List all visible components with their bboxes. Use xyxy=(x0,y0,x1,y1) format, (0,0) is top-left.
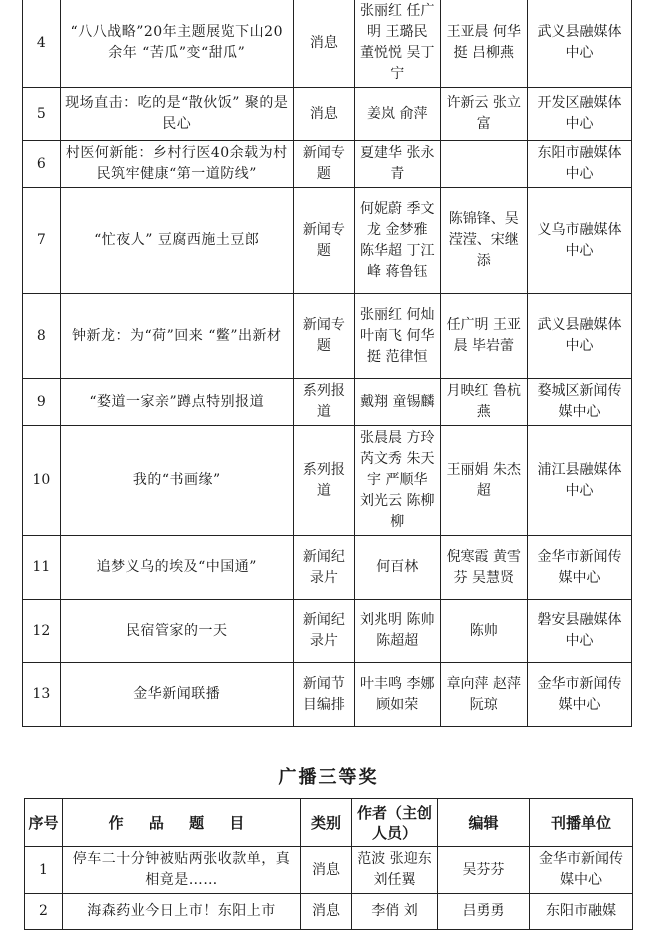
radio-third-prize-table xyxy=(24,798,633,930)
header-unit: 刊播单位 xyxy=(530,799,633,847)
row-number: 8 xyxy=(23,294,61,379)
table-row xyxy=(25,894,633,930)
publishing-unit: 浦江县融媒体中心 xyxy=(528,426,632,536)
row-number: 9 xyxy=(23,379,61,426)
header-editors: 编辑 xyxy=(438,799,530,847)
authors: 张丽红 任广明 王璐民 董悦悦 吴丁宁 xyxy=(354,0,440,88)
row-number: 2 xyxy=(25,894,63,930)
authors: 张丽红 何灿 叶南飞 何华挺 范律恒 xyxy=(354,294,440,379)
row-number: 10 xyxy=(23,426,61,536)
category: 消息 xyxy=(301,894,352,930)
editors: 王亚晨 何华挺 吕柳燕 xyxy=(440,0,528,88)
editors: 月映红 鲁杭燕 xyxy=(440,379,528,426)
publishing-unit: 金华市新闻传媒中心 xyxy=(528,663,632,727)
table-row xyxy=(23,379,632,426)
work-title: “八八战略”20年主题展览下山20余年 “苦瓜”变“甜瓜” xyxy=(60,0,293,88)
category: 系列报道 xyxy=(293,379,354,426)
row-number: 7 xyxy=(23,188,61,294)
category: 消息 xyxy=(301,847,352,894)
category: 消息 xyxy=(293,0,354,88)
table-row xyxy=(23,536,632,600)
work-title: 停车二十分钟被贴两张收款单，真相竟是…… xyxy=(63,847,301,894)
category: 新闻专题 xyxy=(293,141,354,188)
authors: 何妮蔚 季文龙 金梦雅 陈华超 丁江峰 蒋鲁钰 xyxy=(354,188,440,294)
authors: 范波 张迎东 刘任翼 xyxy=(352,847,438,894)
category: 新闻专题 xyxy=(293,294,354,379)
publishing-unit: 东阳市融媒 xyxy=(530,894,633,930)
authors: 刘兆明 陈帅 陈超超 xyxy=(354,600,440,663)
table-row xyxy=(23,0,632,88)
authors: 李俏 刘 xyxy=(352,894,438,930)
work-title: 村医何新能：乡村行医40余载为村民筑牢健康“第一道防线” xyxy=(60,141,293,188)
editors: 倪寒霞 黄雪芬 吴慧贤 xyxy=(440,536,528,600)
row-number: 6 xyxy=(23,141,61,188)
awards-table-continued xyxy=(22,0,632,727)
table-row xyxy=(23,141,632,188)
editors xyxy=(440,141,528,188)
header-number: 序号 xyxy=(25,799,63,847)
row-number: 12 xyxy=(23,600,61,663)
editors: 吕勇勇 xyxy=(438,894,530,930)
category: 新闻节目编排 xyxy=(293,663,354,727)
editors: 吴芬芬 xyxy=(438,847,530,894)
editors: 任广明 王亚晨 毕岩蕾 xyxy=(440,294,528,379)
publishing-unit: 金华市新闻传媒中心 xyxy=(530,847,633,894)
category: 消息 xyxy=(293,88,354,141)
category: 系列报道 xyxy=(293,426,354,536)
work-title: 钟新龙：为“荷”回来 “鳖”出新材 xyxy=(60,294,293,379)
work-title: 民宿管家的一天 xyxy=(60,600,293,663)
header-title: 作 品 题 目 xyxy=(63,799,301,847)
publishing-unit: 婺城区新闻传媒中心 xyxy=(528,379,632,426)
row-number: 13 xyxy=(23,663,61,727)
section-title: 广播三等奖 xyxy=(278,767,379,788)
publishing-unit: 开发区融媒体中心 xyxy=(528,88,632,141)
table-row xyxy=(23,600,632,663)
authors: 姜岚 俞萍 xyxy=(354,88,440,141)
publishing-unit: 义乌市融媒体中心 xyxy=(528,188,632,294)
editors: 章向萍 赵萍 阮琼 xyxy=(440,663,528,727)
publishing-unit: 东阳市融媒体中心 xyxy=(528,141,632,188)
work-title: 海森药业今日上市！东阳上市 xyxy=(63,894,301,930)
publishing-unit: 磐安县融媒体中心 xyxy=(528,600,632,663)
header-category: 类别 xyxy=(301,799,352,847)
table-row xyxy=(25,847,633,894)
authors: 叶丰鸣 李娜 顾如荣 xyxy=(354,663,440,727)
work-title: 我的“书画缘” xyxy=(60,426,293,536)
table-row xyxy=(23,294,632,379)
row-number: 11 xyxy=(23,536,61,600)
publishing-unit: 金华市新闻传媒中心 xyxy=(528,536,632,600)
authors: 夏建华 张永青 xyxy=(354,141,440,188)
row-number: 4 xyxy=(23,0,61,88)
category: 新闻纪录片 xyxy=(293,600,354,663)
table-row xyxy=(23,88,632,141)
table-row xyxy=(23,663,632,727)
publishing-unit: 武义县融媒体中心 xyxy=(528,294,632,379)
authors: 戴翔 童锡麟 xyxy=(354,379,440,426)
row-number: 5 xyxy=(23,88,61,141)
category: 新闻纪录片 xyxy=(293,536,354,600)
work-title: “婺道一家亲”蹲点特别报道 xyxy=(60,379,293,426)
work-title: 追梦义乌的埃及“中国通” xyxy=(60,536,293,600)
header-authors: 作者（主创人员） xyxy=(352,799,438,847)
work-title: 现场直击：吃的是“散伙饭” 聚的是民心 xyxy=(60,88,293,141)
publishing-unit: 武义县融媒体中心 xyxy=(528,0,632,88)
authors: 何百林 xyxy=(354,536,440,600)
row-number: 1 xyxy=(25,847,63,894)
table-header-row xyxy=(25,799,633,847)
editors: 陈锦锋、吴滢滢、宋继添 xyxy=(440,188,528,294)
work-title: 金华新闻联播 xyxy=(60,663,293,727)
table-row xyxy=(23,426,632,536)
authors: 张晨晨 方玲 芮文秀 朱天宇 严顺华 刘光云 陈柳柳 xyxy=(354,426,440,536)
editors: 许新云 张立富 xyxy=(440,88,528,141)
category: 新闻专题 xyxy=(293,188,354,294)
editors: 王丽娟 朱杰超 xyxy=(440,426,528,536)
work-title: “忙夜人” 豆腐西施土豆郎 xyxy=(60,188,293,294)
table-row xyxy=(23,188,632,294)
editors: 陈帅 xyxy=(440,600,528,663)
